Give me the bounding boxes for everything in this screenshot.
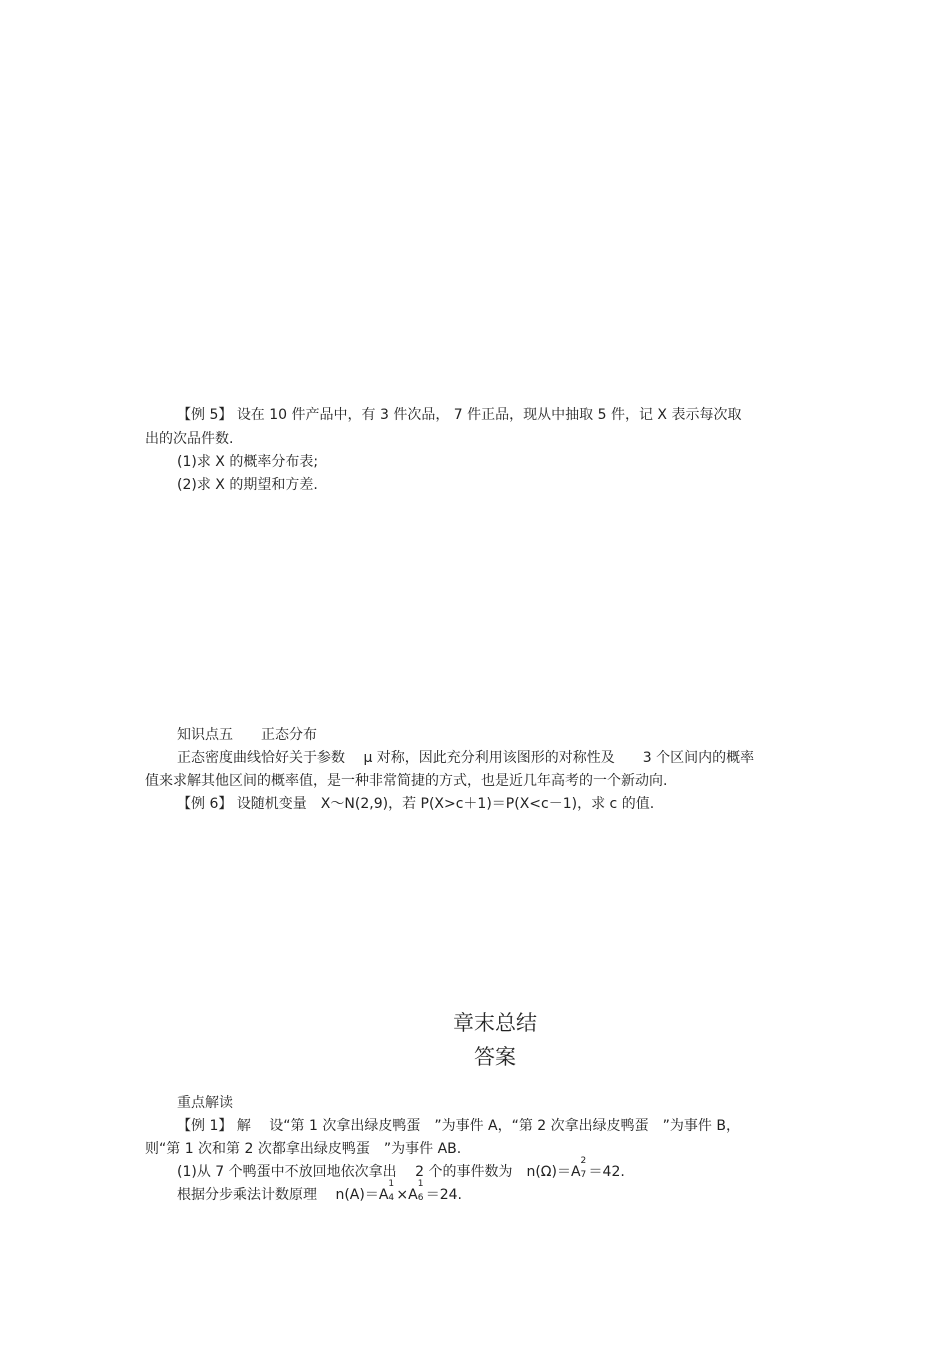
answer1-label: 【例 1】: [177, 1118, 233, 1134]
answer1-rule-text: 根据分步乘法计数原理 n(A)＝A: [177, 1187, 389, 1203]
chapter-title: 章末总结: [453, 1011, 537, 1035]
answer1-q1-result: ＝42.: [588, 1164, 625, 1180]
answer1-rule-b-sup: 1: [417, 1179, 424, 1189]
example5-question2: (2)求 X 的期望和方差.: [177, 477, 318, 493]
answer1-rule-a-sup: 1: [388, 1179, 395, 1189]
answer1-rule-b-indices: [417, 1179, 426, 1203]
example6-label: 【例 6】: [177, 796, 233, 812]
answer1-line2: 则“第 1 次和第 2 次都拿出绿皮鸭蛋 ”为事件 AB.: [145, 1141, 462, 1157]
answer1-question1: [177, 1156, 625, 1183]
answer1-rule-line: [177, 1179, 462, 1206]
answer1-rule-a-indices: [388, 1179, 396, 1203]
answer1-text: 解 设“第 1 次拿出绿皮鸭蛋 ”为事件 A，“第 2 次拿出绿皮鸭蛋 ”为事件 B，: [236, 1118, 740, 1134]
answer1-rule-b-sub: 6: [417, 1193, 424, 1203]
chapter-subtitle: 答案: [474, 1045, 516, 1069]
knowledge5-para-line1: 正态密度曲线恰好关于参数 μ 对称，因此充分利用该图形的对称性及 3 个区间内的概率: [177, 750, 755, 766]
example6-line: [177, 793, 654, 815]
answer1-line1: [177, 1115, 740, 1137]
knowledge5-heading: 知识点五 正态分布: [177, 727, 317, 743]
example5-line2: 出的次品件数.: [145, 431, 234, 447]
answer1-rule-a-sub: 4: [388, 1193, 395, 1203]
answer1-q1-text: (1)从 7 个鸭蛋中不放回地依次拿出 2 个的事件数为 n(Ω)＝A: [177, 1164, 581, 1180]
answer1-rule-result: ＝24.: [425, 1187, 462, 1203]
example5-label: 【例 5】: [177, 407, 233, 423]
example5-line1: [177, 404, 741, 426]
example5-text: 设在 10 件产品中，有 3 件次品， 7 件正品，现从中抽取 5 件，记 X 表示每次取: [236, 407, 742, 423]
answer1-rule-times: ×A: [396, 1187, 418, 1203]
answers-section-heading: 重点解读: [177, 1095, 233, 1111]
answer1-q1-sub: 7: [580, 1170, 587, 1180]
answer1-q1-sup: 2: [580, 1156, 587, 1166]
answer1-q1-perm-indices: [580, 1156, 589, 1180]
knowledge5-para-line2: 值来求解其他区间的概率值，是一种非常简捷的方式，也是近几年高考的一个新动向.: [145, 773, 668, 789]
example5-question1: (1)求 X 的概率分布表;: [177, 454, 319, 470]
example6-text: 设随机变量 X～N(2,9)，若 P(X>c＋1)＝P(X<c－1)，求 c 的值.: [236, 796, 655, 812]
